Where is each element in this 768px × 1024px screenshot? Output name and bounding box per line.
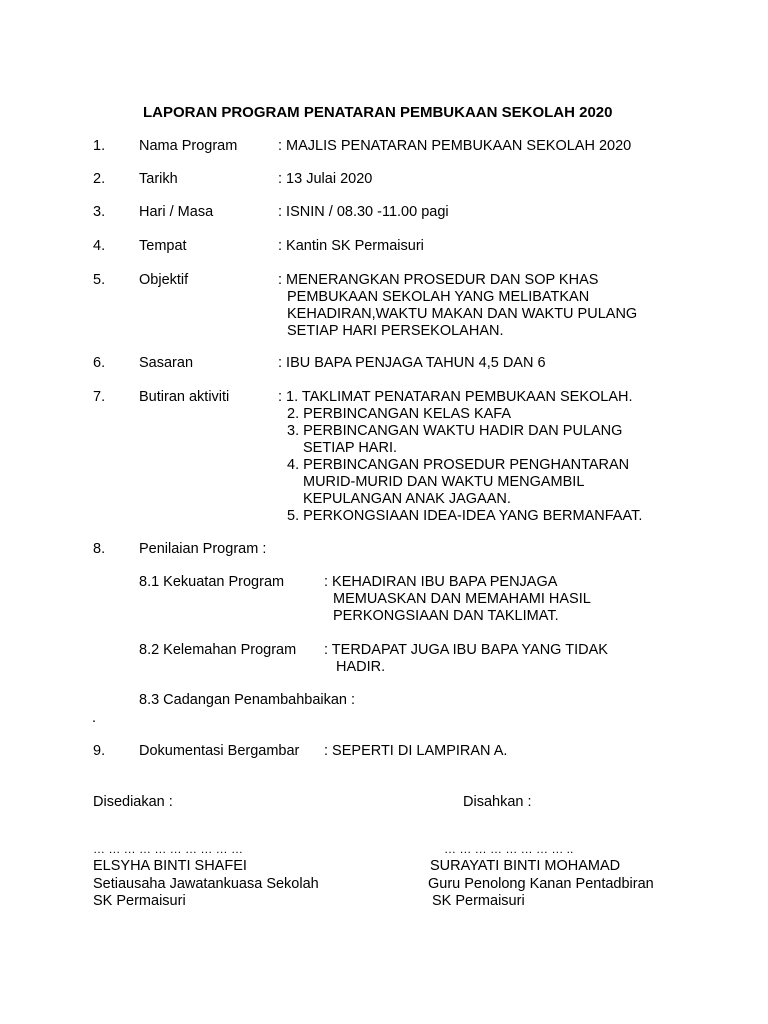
item-8-label: Penilaian Program : bbox=[139, 541, 267, 557]
item-6-value: : IBU BAPA PENJAGA TAHUN 4,5 DAN 6 bbox=[278, 355, 546, 371]
item-6-number: 6. bbox=[93, 355, 106, 371]
item-7-value-line: 2. PERBINCANGAN KELAS KAFA bbox=[287, 406, 512, 422]
item-7-value-line: : 1. TAKLIMAT PENATARAN PEMBUKAAN SEKOLAH. bbox=[278, 389, 633, 405]
item-7-value-line: 3. PERBINCANGAN WAKTU HADIR DAN PULANG bbox=[287, 423, 623, 439]
item-1-label: Nama Program bbox=[139, 138, 238, 154]
item-4-value: : Kantin SK Permaisuri bbox=[278, 238, 424, 254]
item-7-label: Butiran aktiviti bbox=[139, 389, 230, 405]
item-9-label: Dokumentasi Bergambar bbox=[139, 743, 300, 759]
item-7-value-line: KEPULANGAN ANAK JAGAAN. bbox=[303, 491, 511, 507]
kelemahan-label: 8.2 Kelemahan Program bbox=[139, 642, 297, 658]
item-2-value: : 13 Julai 2020 bbox=[278, 171, 373, 187]
cadangan-dot: . bbox=[92, 710, 97, 726]
item-5-value-line: : MENERANGKAN PROSEDUR DAN SOP KHAS bbox=[278, 272, 599, 288]
kekuatan-value-line: : KEHADIRAN IBU BAPA PENJAGA bbox=[324, 574, 558, 590]
item-8-number: 8. bbox=[93, 541, 106, 557]
item-7-value-line: 4. PERBINCANGAN PROSEDUR PENGHANTARAN bbox=[287, 457, 630, 473]
item-3-number: 3. bbox=[93, 204, 106, 220]
item-4-number: 4. bbox=[93, 238, 106, 254]
item-2-label: Tarikh bbox=[139, 171, 178, 187]
kekuatan-value-line: PERKONGSIAAN DAN TAKLIMAT. bbox=[333, 608, 559, 624]
prepared-by-position: Setiausaha Jawatankuasa Sekolah bbox=[93, 876, 319, 892]
item-7-value-line: SETIAP HARI. bbox=[303, 440, 398, 456]
item-6-label: Sasaran bbox=[139, 355, 194, 371]
item-7-number: 7. bbox=[93, 389, 106, 405]
item-9-number: 9. bbox=[93, 743, 106, 759]
kelemahan-value-line: : TERDAPAT JUGA IBU BAPA YANG TIDAK bbox=[324, 642, 608, 658]
item-5-label: Objektif bbox=[139, 272, 189, 288]
item-5-value-line: PEMBUKAAN SEKOLAH YANG MELIBATKAN bbox=[287, 289, 590, 305]
item-2-number: 2. bbox=[93, 171, 106, 187]
approved-by-position: Guru Penolong Kanan Pentadbiran bbox=[428, 876, 654, 892]
prepared-by-school: SK Permaisuri bbox=[93, 893, 186, 909]
kelemahan-value-line: HADIR. bbox=[336, 659, 386, 675]
item-5-value-line: SETIAP HARI PERSEKOLAHAN. bbox=[287, 323, 504, 339]
approved-by-heading: Disahkan : bbox=[463, 794, 532, 810]
item-3-value: : ISNIN / 08.30 -11.00 pagi bbox=[278, 204, 449, 220]
item-1-number: 1. bbox=[93, 138, 106, 154]
cadangan-label: 8.3 Cadangan Penambahbaikan : bbox=[139, 692, 356, 708]
item-7-value-line: MURID-MURID DAN WAKTU MENGAMBIL bbox=[303, 474, 585, 490]
kekuatan-label: 8.1 Kekuatan Program bbox=[139, 574, 285, 590]
item-7-value-line: 5. PERKONGSIAAN IDEA-IDEA YANG BERMANFAAT. bbox=[287, 508, 643, 524]
report-title: LAPORAN PROGRAM PENATARAN PEMBUKAAN SEKOLAH 2020 bbox=[143, 104, 613, 121]
item-5-number: 5. bbox=[93, 272, 106, 288]
prepared-by-name: ELSYHA BINTI SHAFEI bbox=[93, 858, 247, 874]
prepared-by-signature-dots: … … … … … … … … … … bbox=[93, 842, 244, 856]
approved-by-signature-dots: … … … … … … … … .. bbox=[444, 842, 574, 856]
item-9-value: : SEPERTI DI LAMPIRAN A. bbox=[324, 743, 508, 759]
kekuatan-value-line: MEMUASKAN DAN MEMAHAMI HASIL bbox=[333, 591, 591, 607]
approved-by-name: SURAYATI BINTI MOHAMAD bbox=[430, 858, 621, 874]
item-3-label: Hari / Masa bbox=[139, 204, 214, 220]
item-5-value-line: KEHADIRAN,WAKTU MAKAN DAN WAKTU PULANG bbox=[287, 306, 638, 322]
item-1-value: : MAJLIS PENATARAN PEMBUKAAN SEKOLAH 2020 bbox=[278, 138, 632, 154]
prepared-by-heading: Disediakan : bbox=[93, 794, 173, 810]
item-4-label: Tempat bbox=[139, 238, 187, 254]
approved-by-school: SK Permaisuri bbox=[432, 893, 525, 909]
